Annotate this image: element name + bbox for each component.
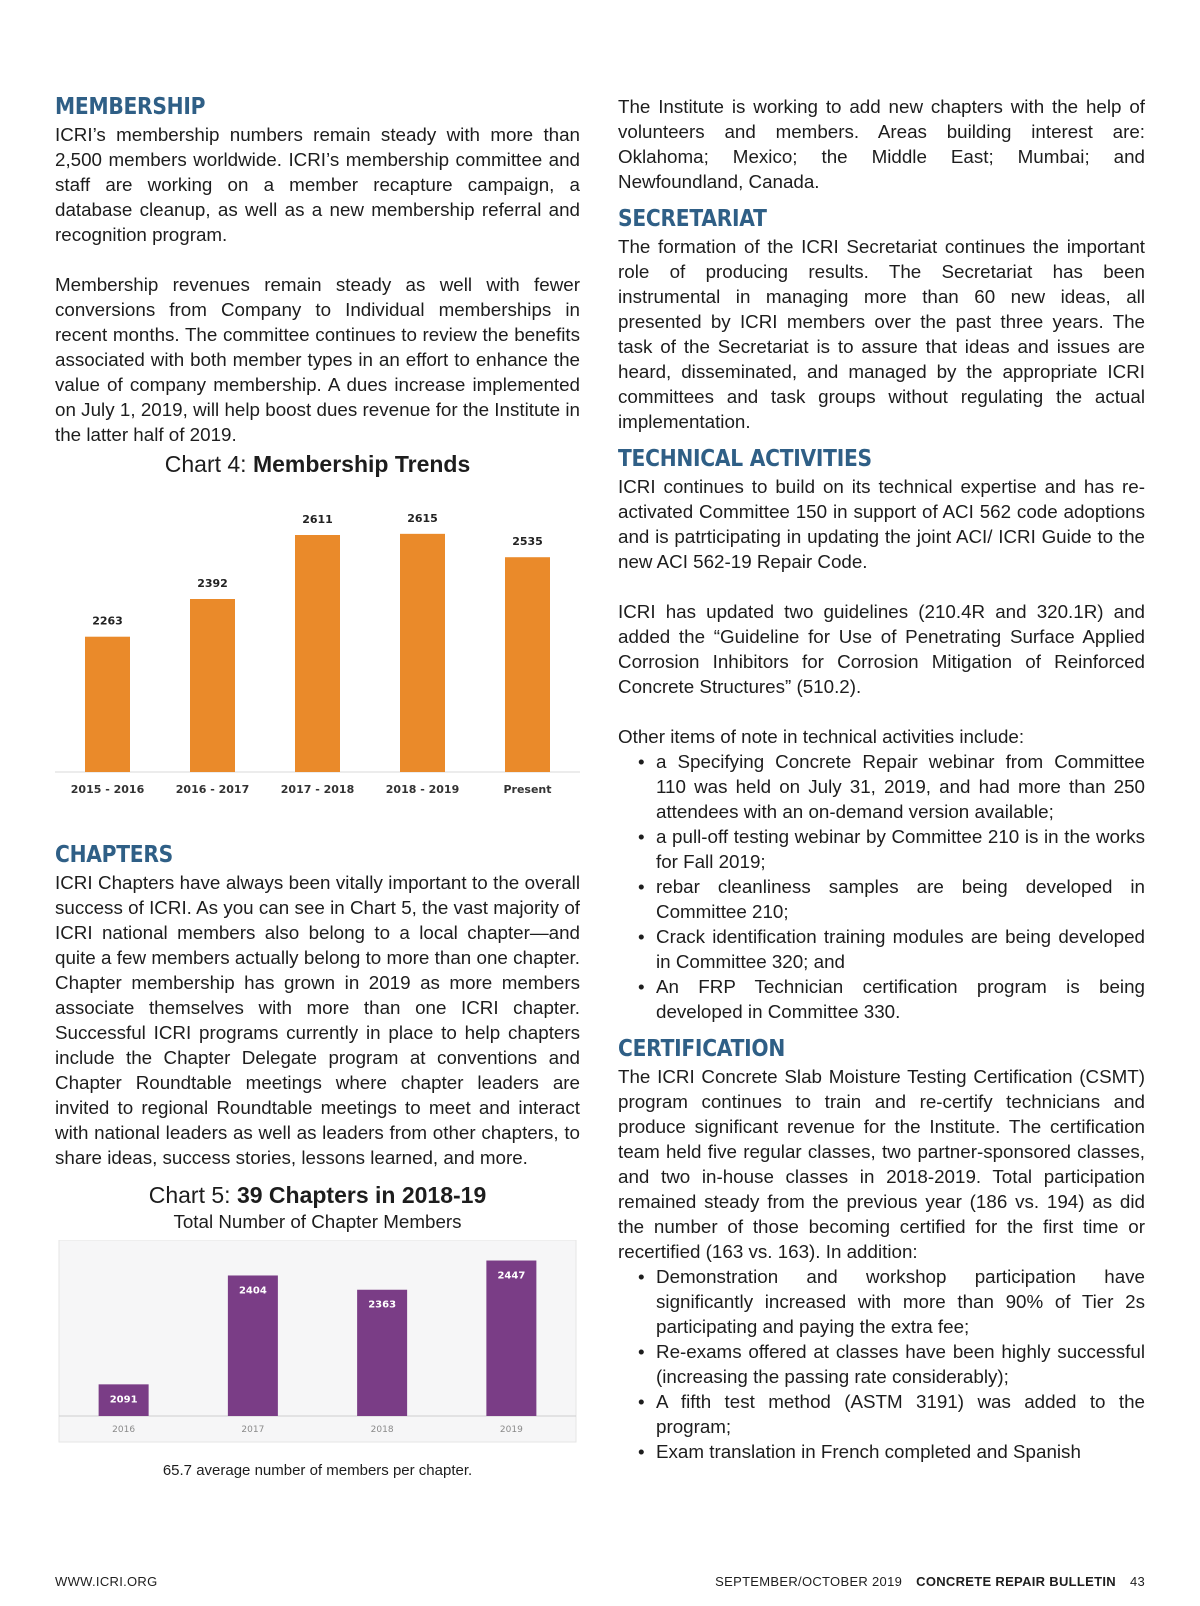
bullet-icon: • bbox=[638, 876, 645, 897]
chart5-title bbox=[55, 1180, 580, 1210]
tick-label: 2016 bbox=[112, 1425, 136, 1435]
certification-paragraph: The ICRI Concrete Slab Moisture Testing Certification (CSMT) program continues to train and re-certify technicians and produce significant revenue for the Institute. The certification team held five regular classes, two partner-sponsored classes, and two in-house classes in 2018-2019. Total participation remained steady from the previous year (186 vs. 194) as did the number of those becoming certified for the first time or recertified (163 vs. 163). In addition: bbox=[618, 1066, 1145, 1262]
membership-heading: MEMBERSHIP bbox=[55, 94, 206, 120]
data-label: 2611 bbox=[302, 513, 333, 527]
technical-paragraph-3: Other items of note in technical activities include: bbox=[618, 726, 1025, 747]
chapters-paragraph: ICRI Chapters have always been vitally important to the overall success of ICRI. As you can see in Chart 5, the vast majority of ICRI national members also belong to a local chapter—and quite a few members actually belong to more than one chapter. Chapter membership has grown in 2019 as more members associate themselves with more than one ICRI chapter. Successful ICRI programs currently in place to help chapters include the Chapter Delegate program at conventions and Chapter Roundtable meetings where chapter leaders are invited to regional Roundtable meetings to meet and interact with national leaders as well as leaders from other chapters, to share ideas, success stories, lessons learned, and more. bbox=[55, 872, 580, 1168]
membership-paragraph-2: Membership revenues remain steady as well with fewer conversions from Company to Individual memberships in recent months. The committee continues to review the benefits associated with both member types in an effort to enhance the value of company membership. A dues increase implemented on July 1, 2019, will help boost dues revenue for the Institute in the latter half of 2019. bbox=[55, 274, 580, 445]
tick-label: 2019 bbox=[499, 1425, 523, 1435]
technical-paragraph-2: ICRI has updated two guidelines (210.4R and 320.1R) and added the “Guideline for Use of Penetrating Surface Applied Corrosion Inhibitors for Corrosion Mitigation of Reinforced Concrete Structures” (510.2). bbox=[618, 601, 1145, 697]
list-item: • a pull-off testing webinar by Committee 210 is in the works for Fall 2019; bbox=[638, 826, 1145, 872]
footer-issue: SEPTEMBER/OCTOBER 2019 bbox=[715, 1574, 903, 1589]
chart4-title bbox=[55, 449, 580, 479]
data-label: 2263 bbox=[92, 614, 123, 628]
tick-label: 2015 - 2016 bbox=[70, 783, 145, 796]
tick-label: 2017 bbox=[241, 1425, 265, 1435]
bar-2017 bbox=[228, 1275, 278, 1416]
bar-2015 - 2016 bbox=[85, 637, 130, 772]
technical-paragraph-1: ICRI continues to build on its technical expertise and has re-activated Committee 150 in support of ACI 562 code adoptions and is patrticipating in updating the joint ACI/ ICRI Guide to the new ACI 562-19 Repair Code. bbox=[618, 476, 1145, 572]
list-item: • rebar cleanliness samples are being developed in Committee 210; bbox=[638, 876, 1145, 922]
footer-publication: CONCRETE REPAIR BULLETIN bbox=[916, 1574, 1116, 1589]
list-item: • a Specifying Concrete Repair webinar from Committee 110 was held on July 31, 2019, and had more than 250 attendees with an on-demand version available; bbox=[638, 751, 1145, 822]
chart5-chapter-members bbox=[55, 1240, 580, 1452]
data-label: 2535 bbox=[512, 535, 543, 549]
data-label: 2615 bbox=[407, 511, 438, 525]
chart5-note: 65.7 average number of members per chapter. bbox=[162, 1462, 473, 1479]
bar-2016 - 2017 bbox=[190, 599, 235, 772]
bar-Present bbox=[505, 557, 550, 772]
data-label: 2404 bbox=[238, 1285, 267, 1297]
certification-heading: CERTIFICATION bbox=[618, 1036, 786, 1062]
footer-website: WWW.ICRI.ORG bbox=[55, 1574, 158, 1589]
bar-2017 - 2018 bbox=[295, 535, 340, 772]
list-item: • Exam translation in French completed and Spanish bbox=[638, 1441, 1081, 1462]
bullet-icon: • bbox=[638, 826, 645, 847]
bar-2018 - 2019 bbox=[400, 534, 445, 772]
technical-heading: TECHNICAL ACTIVITIES bbox=[618, 446, 872, 472]
data-label: 2392 bbox=[197, 577, 228, 591]
data-label: 2363 bbox=[368, 1299, 397, 1311]
chart4-title-prefix: Chart 4: bbox=[164, 451, 253, 477]
left-column bbox=[55, 94, 580, 1481]
bullet-icon: • bbox=[638, 926, 645, 947]
chapters-heading: CHAPTERS bbox=[55, 842, 173, 868]
tick-label: 2016 - 2017 bbox=[175, 783, 250, 796]
bullet-icon: • bbox=[638, 1341, 645, 1362]
tick-label: 2018 bbox=[370, 1425, 394, 1435]
data-label: 2447 bbox=[497, 1270, 526, 1282]
membership-paragraph-1: ICRI’s membership numbers remain steady with more than 2,500 members worldwide. ICRI’s membership committee and staff are working on a member recapture campaign, a database cleanup, as well as a new membership referral and recognition program. bbox=[55, 124, 580, 245]
list-item: • A fifth test method (ASTM 3191) was added to the program; bbox=[638, 1391, 1145, 1437]
chart5-title-text: 39 Chapters in 2018-19 bbox=[236, 1182, 487, 1208]
secretariat-heading: SECRETARIAT bbox=[618, 206, 767, 232]
chart4-title-text: Membership Trends bbox=[252, 451, 471, 477]
bullet-icon: • bbox=[638, 1266, 645, 1287]
chart5-title-prefix: Chart 5: bbox=[148, 1182, 237, 1208]
list-item: • Re-exams offered at classes have been highly successful (increasing the passing rate considerably); bbox=[638, 1341, 1145, 1387]
data-label: 2091 bbox=[109, 1394, 138, 1406]
footer-issue-info bbox=[715, 1574, 1145, 1589]
tick-label: 2017 - 2018 bbox=[280, 783, 355, 796]
bullet-icon: • bbox=[638, 751, 645, 772]
tick-label: Present bbox=[503, 783, 552, 796]
technical-bullet-list bbox=[618, 749, 1145, 1024]
right-column bbox=[618, 94, 1145, 1464]
list-item: • Demonstration and workshop participation have significantly increased with more than 90% of Tier 2s participating and paying the extra fee; bbox=[638, 1266, 1145, 1337]
chart5-subtitle: Total Number of Chapter Members bbox=[173, 1211, 462, 1232]
list-item: • Crack identification training modules are being developed in Committee 320; and bbox=[638, 926, 1145, 972]
bullet-icon: • bbox=[638, 976, 645, 997]
bullet-icon: • bbox=[638, 1391, 645, 1412]
chart4-membership-trends bbox=[55, 479, 580, 801]
secretariat-paragraph: The formation of the ICRI Secretariat continues the important role of producing results. The Secretariat has been instrumental in managing more than 60 new ideas, all presented by ICRI members over the past three years. The task of the Secretariat is to assure that ideas and issues are heard, disseminated, and managed by the appropriate ICRI committees and task groups without regulating the actual implementation. bbox=[618, 236, 1145, 432]
bar-2019 bbox=[486, 1261, 536, 1416]
footer-page-number: 43 bbox=[1129, 1574, 1145, 1589]
bullet-icon: • bbox=[638, 1441, 645, 1462]
certification-bullet-list bbox=[618, 1264, 1145, 1464]
chapters-continued-paragraph: The Institute is working to add new chapters with the help of volunteers and members. Areas building interest are: Oklahoma; Mexico; the Middle East; Mumbai; and Newfoundland, Canada. bbox=[618, 96, 1145, 192]
tick-label: 2018 - 2019 bbox=[385, 783, 460, 796]
list-item: • An FRP Technician certification program is being developed in Committee 330. bbox=[638, 976, 1145, 1022]
